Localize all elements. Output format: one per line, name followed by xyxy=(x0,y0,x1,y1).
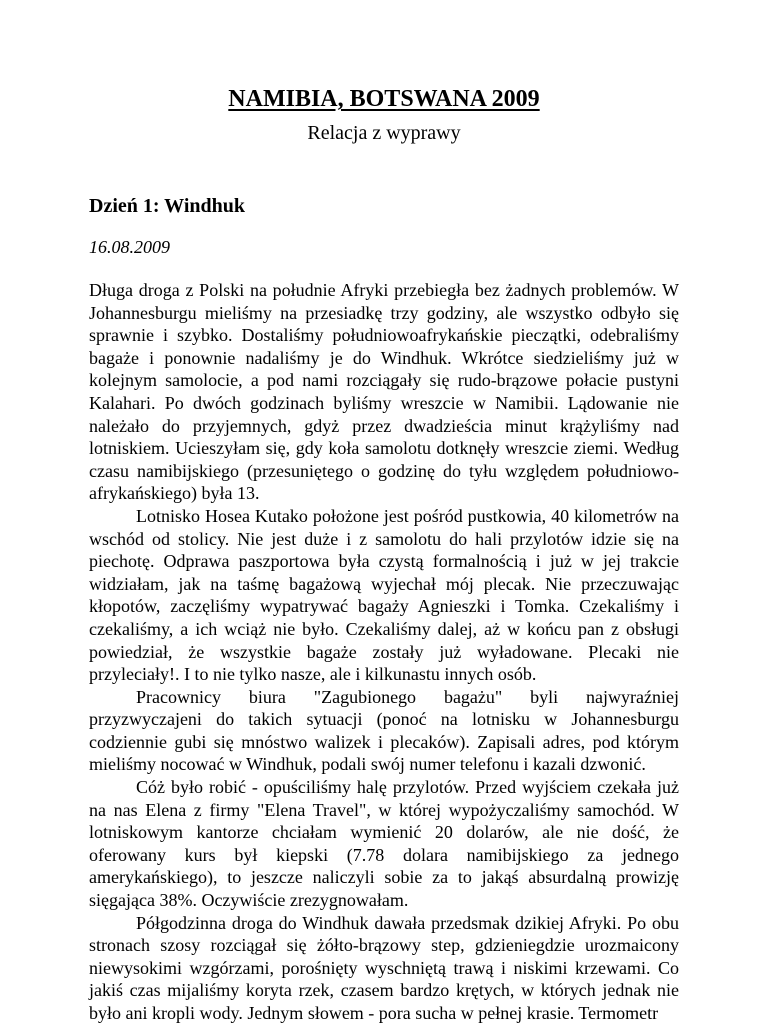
body-text xyxy=(89,279,679,1025)
paragraph: Cóż było robić - opuściliśmy halę przylotów. Przed wyjściem czekała już na nas Elena z firmy "Elena Travel", w której wypożyczaliśmy samochód. W lotniskowym kantorze chciałam wymienić 20 dolarów, ale nie dość, że oferowany kurs był kiepski (7.78 dolara namibijskiego za jednego amerykańskiego), to jeszcze naliczyli sobie za to jakąś absurdalną prowizję sięgająca 38%. Oczywiście zrezygnowałam. xyxy=(89,777,679,911)
paragraph: Półgodzinna droga do Windhuk dawała przedsmak dzikiej Afryki. Po obu stronach szosy rozciągał się żółto-brązowy step, gdzieniegdzie urozmaicony niewysokimi wzgórzami, porośnięty wyschniętą trawą i niskimi krzewami. Co jakiś czas mijaliśmy koryta rzek, czasem bardzo krętych, w których jednak nie było ani kropli wody. Jednym słowem - pora sucha w pełnej krasie. Termometr xyxy=(89,912,679,1023)
document-subtitle: Relacja z wyprawy xyxy=(307,122,461,144)
document-title: NAMIBIA, BOTSWANA 2009 xyxy=(228,86,540,112)
paragraph: Pracownicy biura "Zagubionego bagażu" byli najwyraźniej przyzwyczajeni do takich sytuacji (ponoć na lotnisku w Johannesburgu codziennie gubi się mnóstwo walizek i plecaków). Zapisali adres, pod którym mieliśmy nocować w Windhuk, podali swój numer telefonu i kazali dzwonić. xyxy=(89,686,679,775)
paragraph: Długa droga z Polski na południe Afryki przebiegła bez żadnych problemów. W Johannesburgu mieliśmy na przesiadkę trzy godziny, ale wszystko odbyło się sprawnie i szybko. Dostaliśmy południowoafrykańskie pieczątki, odebraliśmy bagaże i ponownie nadaliśmy je do Windhuk. Wkrótce siedzieliśmy już w kolejnym samolocie, a pod nami rozciągały się rudo-brązowe połacie pustyni Kalahari. Po dwóch godzinach byliśmy wreszcie w Namibii. Lądowanie nie należało do przyjemnych, gdyż przez dwadzieścia minut krążyliśmy nad lotniskiem. Ucieszyłam się, gdy koła samolotu dotknęły wreszcie ziemi. Według czasu namibijskiego (przesuniętego o godzinę do tyłu względem południowo-afrykańskiego) była 13. xyxy=(89,280,679,504)
entry-date: 16.08.2009 xyxy=(89,237,170,257)
paragraph: Lotnisko Hosea Kutako położone jest pośród pustkowia, 40 kilometrów na wschód od stolicy. Nie jest duże i z samolotu do hali przylotów idzie się na piechotę. Odprawa paszportowa była czystą formalnością i już w jej trakcie widziałam, jak na taśmę bagażową wyjechał mój plecak. Nie przeczuwając kłopotów, zaczęliśmy wypatrywać bagaży Agnieszki i Tomka. Czekaliśmy i czekaliśmy, a ich wciąż nie było. Czekaliśmy dalej, aż w końcu pan z obsługi powiedział, że wszystkie bagaże zostały już wyładowane. Plecaki nie przyleciały!. I to nie tylko nasze, ale i kilkunastu innych osób. xyxy=(89,505,679,685)
day-heading: Dzień 1: Windhuk xyxy=(89,195,245,217)
